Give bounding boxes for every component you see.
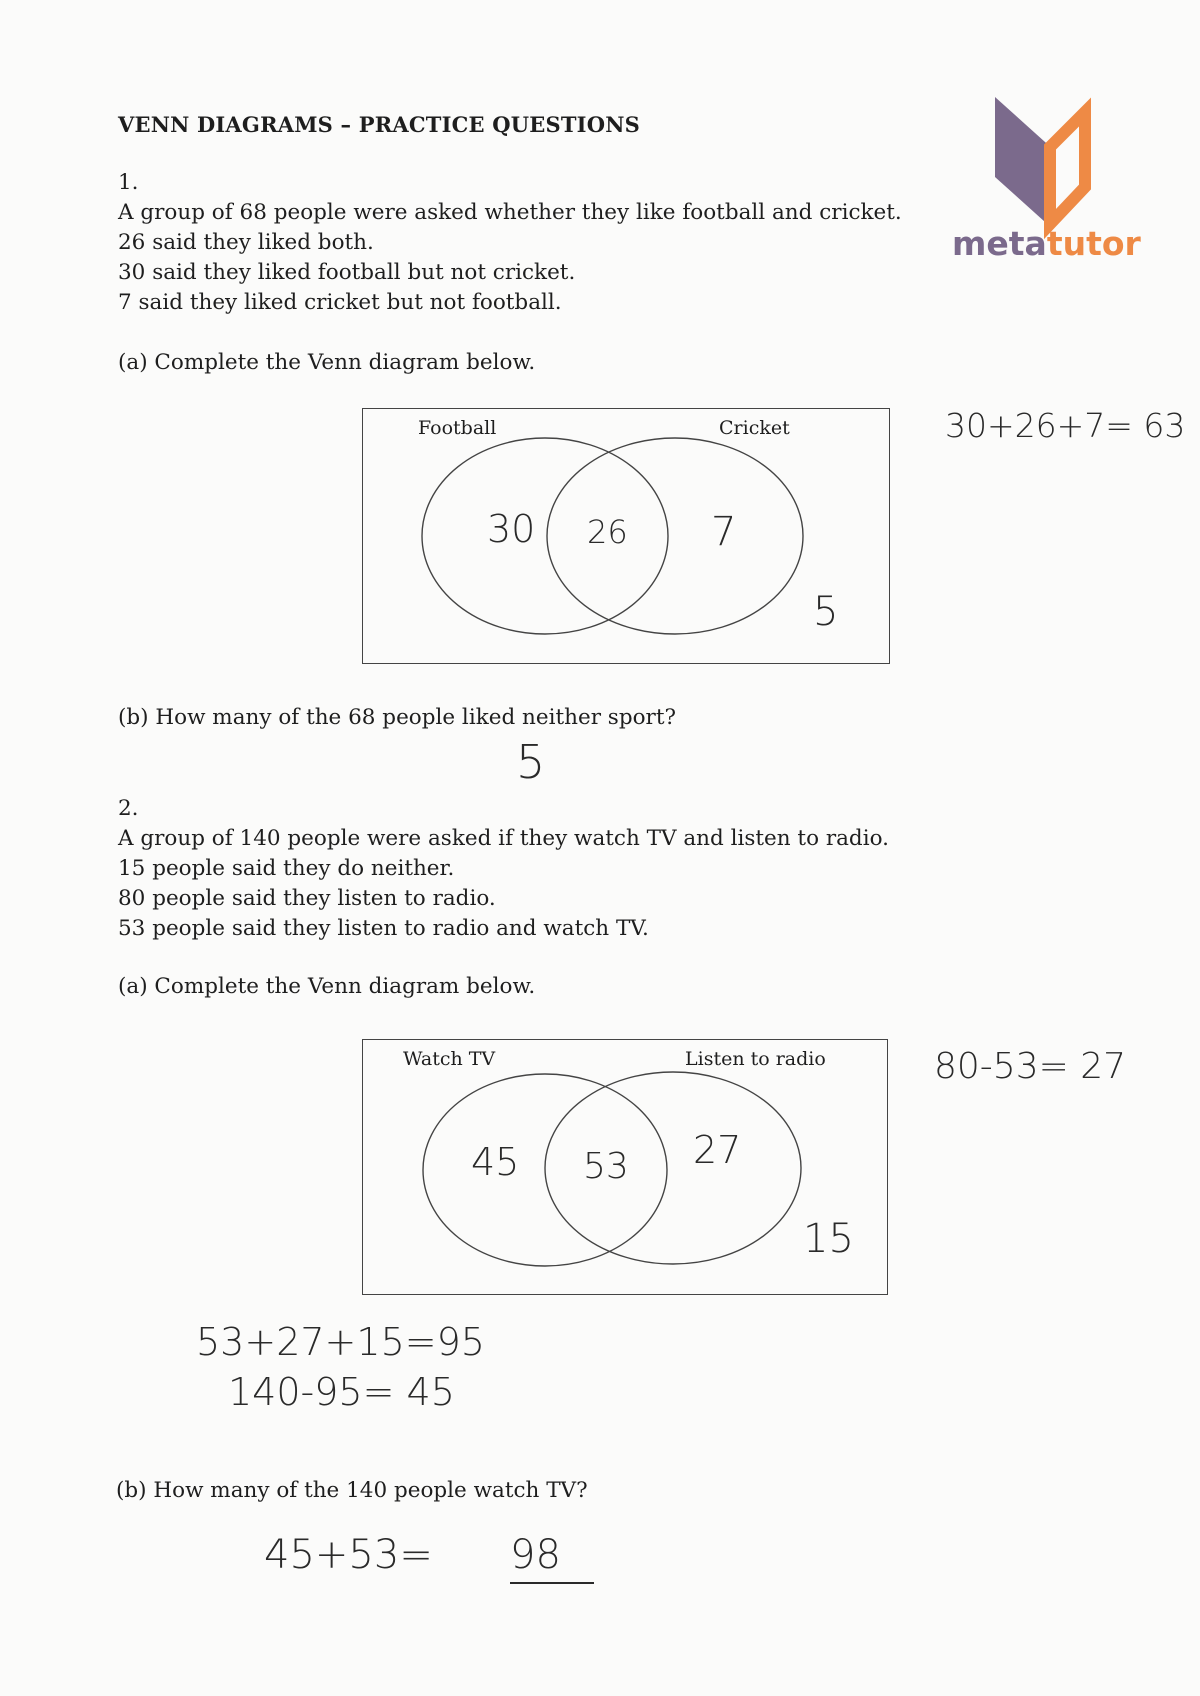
venn2-both: 53 bbox=[583, 1146, 629, 1187]
logo-mark-icon bbox=[990, 92, 1130, 222]
q1-line: 26 said they liked both. bbox=[118, 230, 374, 255]
q2-line: 80 people said they listen to radio. bbox=[118, 886, 496, 911]
venn2-outside: 15 bbox=[803, 1216, 854, 1262]
q1-part-b: (b) How many of the 68 people liked neither sport? bbox=[118, 705, 676, 730]
venn1-right-label: Cricket bbox=[719, 417, 790, 439]
venn2-right-only: 27 bbox=[693, 1128, 742, 1172]
venn-diagram-2 bbox=[362, 1039, 888, 1295]
logo-wordmark: metatutor bbox=[952, 224, 1141, 263]
q2-side-working: 80-53= 27 bbox=[934, 1046, 1127, 1087]
venn1-right-only: 7 bbox=[711, 509, 737, 555]
q2-part-b: (b) How many of the 140 people watch TV? bbox=[116, 1478, 588, 1503]
q1-line: 30 said they liked football but not cricket. bbox=[118, 260, 576, 285]
q2-line: 15 people said they do neither. bbox=[118, 856, 455, 881]
q1-answer-b: 5 bbox=[516, 735, 546, 789]
answer-underline bbox=[510, 1582, 594, 1584]
venn2-left-only: 45 bbox=[471, 1140, 520, 1184]
q2-answer-b: 98 bbox=[510, 1532, 561, 1578]
q1-number: 1. bbox=[118, 170, 139, 195]
q2-line: A group of 140 people were asked if they watch TV and listen to radio. bbox=[118, 826, 889, 851]
venn1-left-label: Football bbox=[418, 417, 497, 439]
q1-line: A group of 68 people were asked whether they like football and cricket. bbox=[118, 200, 902, 225]
q2-number: 2. bbox=[118, 796, 139, 821]
q1-side-working: 30+26+7= 63 bbox=[945, 406, 1186, 445]
venn1-outside: 5 bbox=[813, 589, 839, 635]
page-title: VENN DIAGRAMS – PRACTICE QUESTIONS bbox=[118, 112, 640, 137]
q1-line: 7 said they liked cricket but not football. bbox=[118, 290, 562, 315]
venn-diagram-1 bbox=[362, 408, 890, 664]
venn1-both: 26 bbox=[587, 513, 628, 551]
venn1-left-only: 30 bbox=[487, 507, 536, 551]
q2-part-a: (a) Complete the Venn diagram below. bbox=[118, 974, 536, 999]
q2-text bbox=[118, 824, 889, 944]
q1-text bbox=[118, 198, 902, 318]
q2-answer-working: 45+53= bbox=[264, 1532, 433, 1578]
venn2-left-label: Watch TV bbox=[403, 1048, 496, 1070]
q2-working-line-1: 53+27+15=95 bbox=[196, 1320, 485, 1364]
venn2-right-label: Listen to radio bbox=[685, 1048, 826, 1070]
q2-working-line-2: 140-95= 45 bbox=[228, 1370, 455, 1414]
q1-part-a: (a) Complete the Venn diagram below. bbox=[118, 350, 536, 375]
q2-line: 53 people said they listen to radio and watch TV. bbox=[118, 916, 649, 941]
metatutor-logo bbox=[940, 92, 1140, 267]
